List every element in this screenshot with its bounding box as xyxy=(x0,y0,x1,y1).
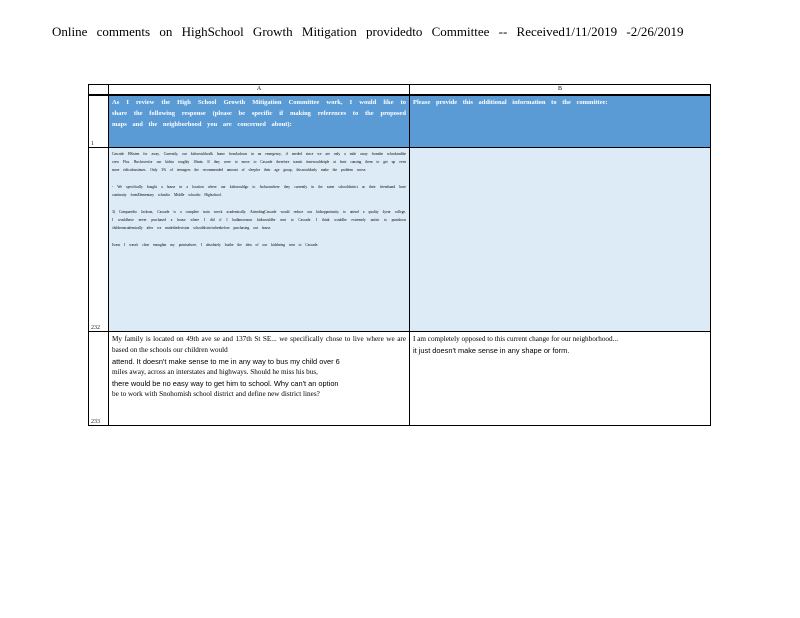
column-header-row xyxy=(89,85,711,96)
response-paragraph: - We specifically bought a house in a location where our kidswouldgo to Jacksonwhere they currently in the same schooldistrict as their friendsand have continuity fromElementary schoolto Middle schoolto Highschool. xyxy=(112,184,406,198)
comment-cell-b[interactable] xyxy=(410,331,711,425)
response-cell-a[interactable] xyxy=(109,147,410,331)
response-paragraph: Iwear I wasn't clear enoughin my pointsabove, I absolutely loathe the idea of our kidsbeing sent to Cascade. xyxy=(112,242,319,247)
comment-line: be to work with Snohomish school district and define new district lines? xyxy=(112,389,320,398)
row-number[interactable]: 233 xyxy=(89,331,109,425)
header-cell-a[interactable]: As I review the High School Growth Mitigation Committee work, I would like to share the following response (please be specific if making references to the proposed maps and the neighborhood you are concerned about): xyxy=(109,95,410,147)
page-title: Online comments on HighSchool Growth Mitigation providedto Committee -- Received1/11/2019 -2/26/2019 xyxy=(52,24,684,39)
row-number[interactable]: 1 xyxy=(89,95,109,147)
response-paragraph: Cascade HSisten for away. Currently, our kidswouldwalk home fromJackson in an emergency, if needed since we are only a mile away fromthe schoolandthe crew Flos. Busforcesfor our kidsto roughly 10min. If they were to move to Cascade therefore transit timewouldtriple at least causing them to get up even more ridiculoustimes. Only 3% of teenagers the recommended amount of sleepfor their age group, thiswouldonly make the problem worse. xyxy=(112,151,406,173)
comment-line: there would be no easy way to get him to school. Why can't an option xyxy=(112,378,339,388)
column-header-b[interactable]: B xyxy=(410,85,711,96)
corner-cell xyxy=(89,85,109,96)
response-cell-b[interactable] xyxy=(410,147,711,331)
row-number[interactable]: 232 xyxy=(89,147,109,331)
spreadsheet-table xyxy=(88,84,711,426)
comment-cell-a[interactable] xyxy=(109,331,410,425)
column-header-a[interactable]: A xyxy=(109,85,410,96)
table-row xyxy=(89,147,711,331)
table-row xyxy=(89,95,711,147)
comment-line: My family is located on 49th ave se and 137th St SE... we specifically chose to live where we are based on the schools our children would xyxy=(112,334,406,354)
comment-line: I am completely opposed to this current change for our neighborhood... xyxy=(413,334,618,343)
table-row xyxy=(89,331,711,425)
comment-line: miles away, across an interstates and highways. Should he miss his bus, xyxy=(112,367,318,376)
header-cell-b[interactable]: Please provide this additional information to the committee: xyxy=(410,95,711,147)
response-paragraph: 3) Comparedto Jackson, Cascade is a complete train wreck academically. AttendingCascade would reduce our kidsopportunity to attend a quality 4year college. I wouldhave never purchased a house where I did if I hadknownour kidswouldbe sent to Cascade. I think wouldbe extremely unfair to punishour childrenacademically after we madethedecision schooldistrictwhenbefore purchasing our house. xyxy=(112,209,406,231)
comment-line: attend. It doesn't make sense to me in any way to bus my child over 6 xyxy=(112,356,340,366)
comment-line: it just doesn't make sense in any shape or form. xyxy=(413,345,570,355)
